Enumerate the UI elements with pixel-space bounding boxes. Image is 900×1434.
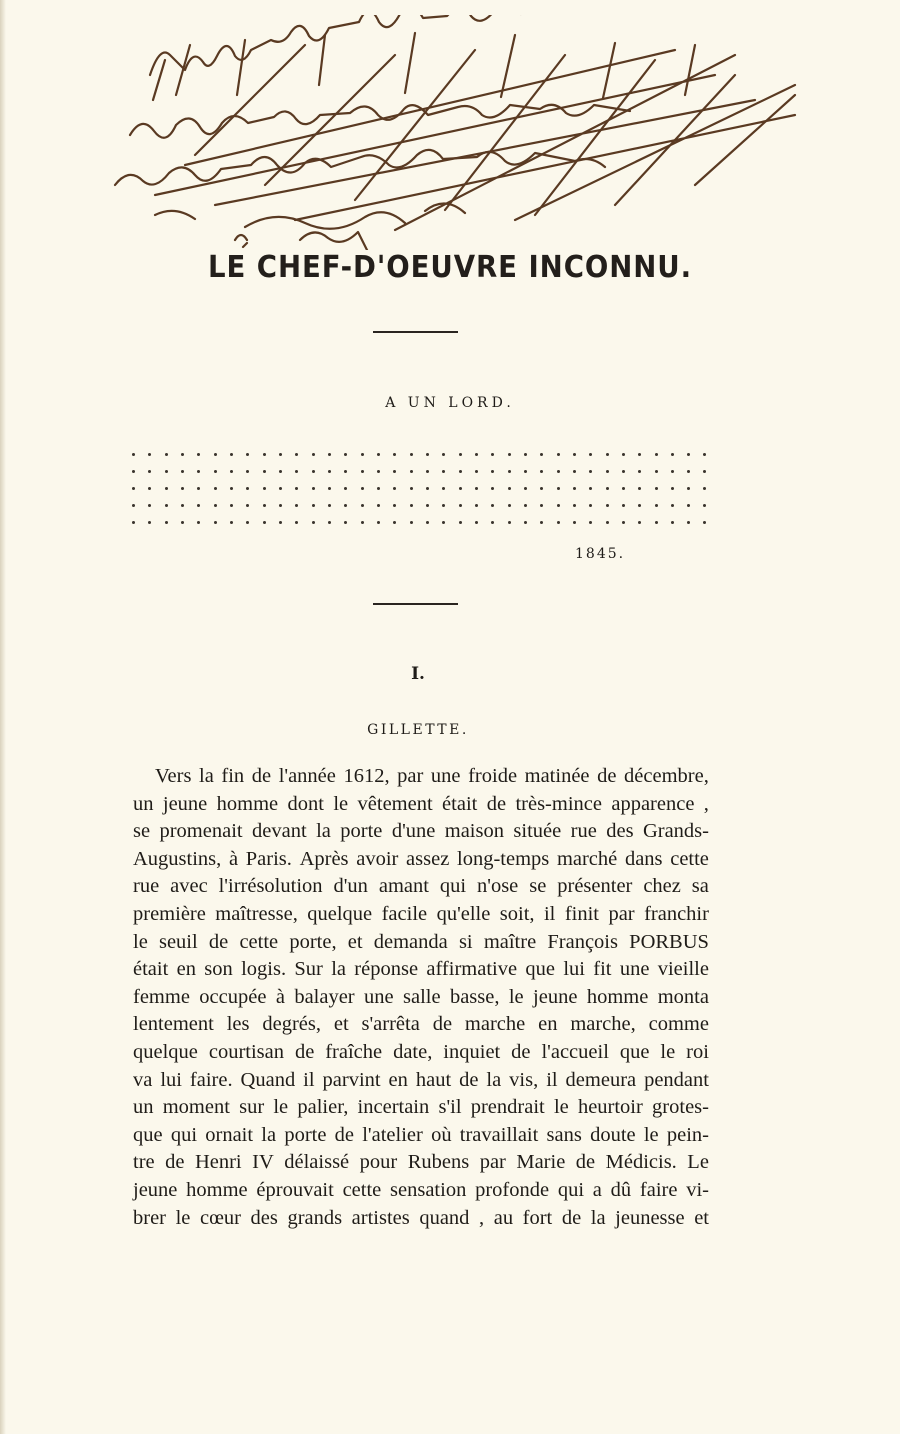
dot (687, 521, 690, 524)
dot (230, 453, 233, 456)
dot (377, 470, 380, 473)
dot (508, 487, 511, 490)
dot-row (132, 446, 707, 463)
dot (246, 487, 249, 490)
handwritten-dedication-icon (95, 15, 835, 250)
section-divider (373, 603, 458, 605)
dot (361, 453, 364, 456)
dot (181, 504, 184, 507)
dot (279, 504, 282, 507)
text-line: un jeune homme dont le vêtement était de très-mince apparence , (133, 792, 709, 815)
dot (540, 504, 543, 507)
dot (524, 521, 527, 524)
dot (410, 470, 413, 473)
dot (703, 453, 706, 456)
dot-row (132, 463, 707, 480)
dot (622, 487, 625, 490)
dot (426, 521, 429, 524)
dot (165, 504, 168, 507)
dot (328, 453, 331, 456)
dot (687, 453, 690, 456)
dot (148, 453, 151, 456)
dot (491, 504, 494, 507)
dot (573, 453, 576, 456)
dot (703, 521, 706, 524)
text-line: un moment sur le palier, incertain s'il prendrait le heurtoir grotes- (133, 1096, 709, 1119)
dot (638, 470, 641, 473)
dot (655, 504, 658, 507)
dot (622, 453, 625, 456)
dedication: A UN LORD. (385, 395, 515, 411)
dot (263, 521, 266, 524)
title-divider (373, 331, 458, 333)
dot (328, 521, 331, 524)
dot (230, 504, 233, 507)
dot (426, 487, 429, 490)
dot (295, 453, 298, 456)
dot (655, 521, 658, 524)
text-line: le seuil de cette porte, et demanda si maître François PORBUS (133, 930, 709, 953)
dot (491, 521, 494, 524)
dot (263, 504, 266, 507)
text-line: jeune homme éprouvait cette sensation profonde qui a dû faire vi- (133, 1178, 709, 1201)
dot (295, 487, 298, 490)
chapter-numeral: I. (411, 664, 425, 684)
dot (508, 453, 511, 456)
dot (426, 504, 429, 507)
text-line: va lui faire. Quand il parvint en haut de la vis, il demeura pendant (133, 1068, 709, 1091)
dot (508, 504, 511, 507)
dot (540, 521, 543, 524)
dot (361, 470, 364, 473)
dot (279, 487, 282, 490)
dot (573, 504, 576, 507)
dot (671, 521, 674, 524)
dot (165, 453, 168, 456)
text-line: première maîtresse, quelque facile qu'elle soit, il finit par franchir (133, 902, 709, 925)
dot (148, 521, 151, 524)
dot (148, 504, 151, 507)
dot (165, 487, 168, 490)
dot (312, 504, 315, 507)
dot (524, 453, 527, 456)
dot (197, 487, 200, 490)
dot (622, 504, 625, 507)
dot (132, 453, 135, 456)
dot (393, 487, 396, 490)
dot (230, 487, 233, 490)
dot (410, 521, 413, 524)
dot (214, 470, 217, 473)
dot (606, 521, 609, 524)
dot (393, 453, 396, 456)
dot (197, 453, 200, 456)
text-line: rue avec l'irrésolution d'un amant qui n'ose se présenter chez sa (133, 875, 709, 898)
dot (328, 504, 331, 507)
chapter-title: GILLETTE. (367, 722, 469, 738)
dot (573, 487, 576, 490)
dot (655, 487, 658, 490)
body-text (133, 763, 709, 1232)
dot (459, 470, 462, 473)
dot (295, 521, 298, 524)
dot (589, 504, 592, 507)
dot (703, 504, 706, 507)
dot (442, 453, 445, 456)
dot (589, 470, 592, 473)
dot (638, 504, 641, 507)
dot (263, 453, 266, 456)
dot (295, 470, 298, 473)
dot (328, 470, 331, 473)
text-line: lentement les degrés, et s'arrêta de marche en marche, comme (133, 1013, 709, 1036)
dot (393, 470, 396, 473)
dot (246, 453, 249, 456)
dot (344, 470, 347, 473)
dot (655, 453, 658, 456)
dot (508, 521, 511, 524)
dot (279, 470, 282, 473)
dot (459, 453, 462, 456)
dot (393, 504, 396, 507)
dot (165, 470, 168, 473)
dot (377, 521, 380, 524)
dot (246, 504, 249, 507)
dot (524, 470, 527, 473)
dot (246, 521, 249, 524)
ellipsis-dot-rows (132, 446, 707, 531)
dot (181, 487, 184, 490)
dot (410, 487, 413, 490)
dot (655, 470, 658, 473)
dot (344, 487, 347, 490)
dot (606, 487, 609, 490)
dot (671, 504, 674, 507)
dot (638, 453, 641, 456)
dot (475, 487, 478, 490)
dot (687, 470, 690, 473)
dot (263, 487, 266, 490)
dot (344, 453, 347, 456)
text-line: Augustins, à Paris. Après avoir assez long-temps marché dans cette (133, 847, 709, 870)
dot (132, 470, 135, 473)
dot (557, 453, 560, 456)
dot (459, 487, 462, 490)
dot (703, 487, 706, 490)
dot (442, 521, 445, 524)
dot (687, 504, 690, 507)
dot (589, 521, 592, 524)
dot (459, 521, 462, 524)
dot (622, 470, 625, 473)
dot (181, 453, 184, 456)
dot (279, 521, 282, 524)
dot (132, 521, 135, 524)
dot (230, 470, 233, 473)
dot (475, 521, 478, 524)
dot (606, 470, 609, 473)
dot (638, 521, 641, 524)
dot (181, 521, 184, 524)
dot (622, 521, 625, 524)
dot (475, 470, 478, 473)
text-line: que qui ornait la porte de l'atelier où travaillait sans doute le pein- (133, 1123, 709, 1146)
dot (148, 487, 151, 490)
dot (230, 521, 233, 524)
dot (344, 521, 347, 524)
dot (573, 521, 576, 524)
dot (508, 470, 511, 473)
dot (295, 504, 298, 507)
year: 1845. (575, 546, 626, 562)
dot (312, 453, 315, 456)
dot (524, 487, 527, 490)
dot (361, 521, 364, 524)
dot (393, 521, 396, 524)
dot (410, 453, 413, 456)
dot (312, 521, 315, 524)
dot (557, 521, 560, 524)
dot (165, 521, 168, 524)
dot (540, 487, 543, 490)
dot (491, 487, 494, 490)
text-line: quelque courtisan de fraîche date, inquiet de l'accueil que le roi (133, 1040, 709, 1063)
dot (557, 470, 560, 473)
dot (671, 470, 674, 473)
dot (377, 453, 380, 456)
dot (524, 504, 527, 507)
dot (312, 470, 315, 473)
dot (540, 470, 543, 473)
dot (638, 487, 641, 490)
dot (442, 487, 445, 490)
dot (426, 470, 429, 473)
dot (475, 453, 478, 456)
dot (214, 521, 217, 524)
dot (132, 504, 135, 507)
dot (246, 470, 249, 473)
dot (557, 487, 560, 490)
dot (442, 504, 445, 507)
text-line: Vers la fin de l'année 1612, par une froide matinée de décembre, (155, 765, 709, 787)
dot (181, 470, 184, 473)
dot (377, 487, 380, 490)
dot (214, 453, 217, 456)
dot (671, 453, 674, 456)
dot (540, 453, 543, 456)
text-line: brer le cœur des grands artistes quand , au fort de la jeunesse et (133, 1206, 709, 1229)
dot (197, 504, 200, 507)
dot (491, 470, 494, 473)
dot (442, 470, 445, 473)
dot (606, 453, 609, 456)
dot-row (132, 480, 707, 497)
dot (459, 504, 462, 507)
text-line: était en son logis. Sur la réponse affirmative que lui fit une vieille (133, 958, 709, 981)
text-line: se promenait devant la porte d'une maison située rue des Grands- (133, 820, 709, 843)
dot (344, 504, 347, 507)
dot (557, 504, 560, 507)
dot (132, 487, 135, 490)
dot (491, 453, 494, 456)
dot (279, 453, 282, 456)
dot (263, 470, 266, 473)
dot (214, 487, 217, 490)
dot (589, 487, 592, 490)
dot-row (132, 514, 707, 531)
dot (475, 504, 478, 507)
dot (197, 470, 200, 473)
dot (703, 470, 706, 473)
dot (361, 487, 364, 490)
text-line: femme occupée à balayer une salle basse, le jeune homme monta (133, 985, 709, 1008)
dot-row (132, 497, 707, 514)
dot (671, 487, 674, 490)
dot (197, 521, 200, 524)
dot (328, 487, 331, 490)
text-line: tre de Henri IV délaissé pour Rubens par Marie de Médicis. Le (133, 1151, 709, 1174)
dot (573, 470, 576, 473)
dot (148, 470, 151, 473)
dot (312, 487, 315, 490)
dot (589, 453, 592, 456)
dot (361, 504, 364, 507)
dot (426, 453, 429, 456)
dot (410, 504, 413, 507)
dot (687, 487, 690, 490)
dot (377, 504, 380, 507)
dot (606, 504, 609, 507)
dot (214, 504, 217, 507)
page-title: LE CHEF-D'OEUVRE INCONNU. (207, 250, 693, 285)
